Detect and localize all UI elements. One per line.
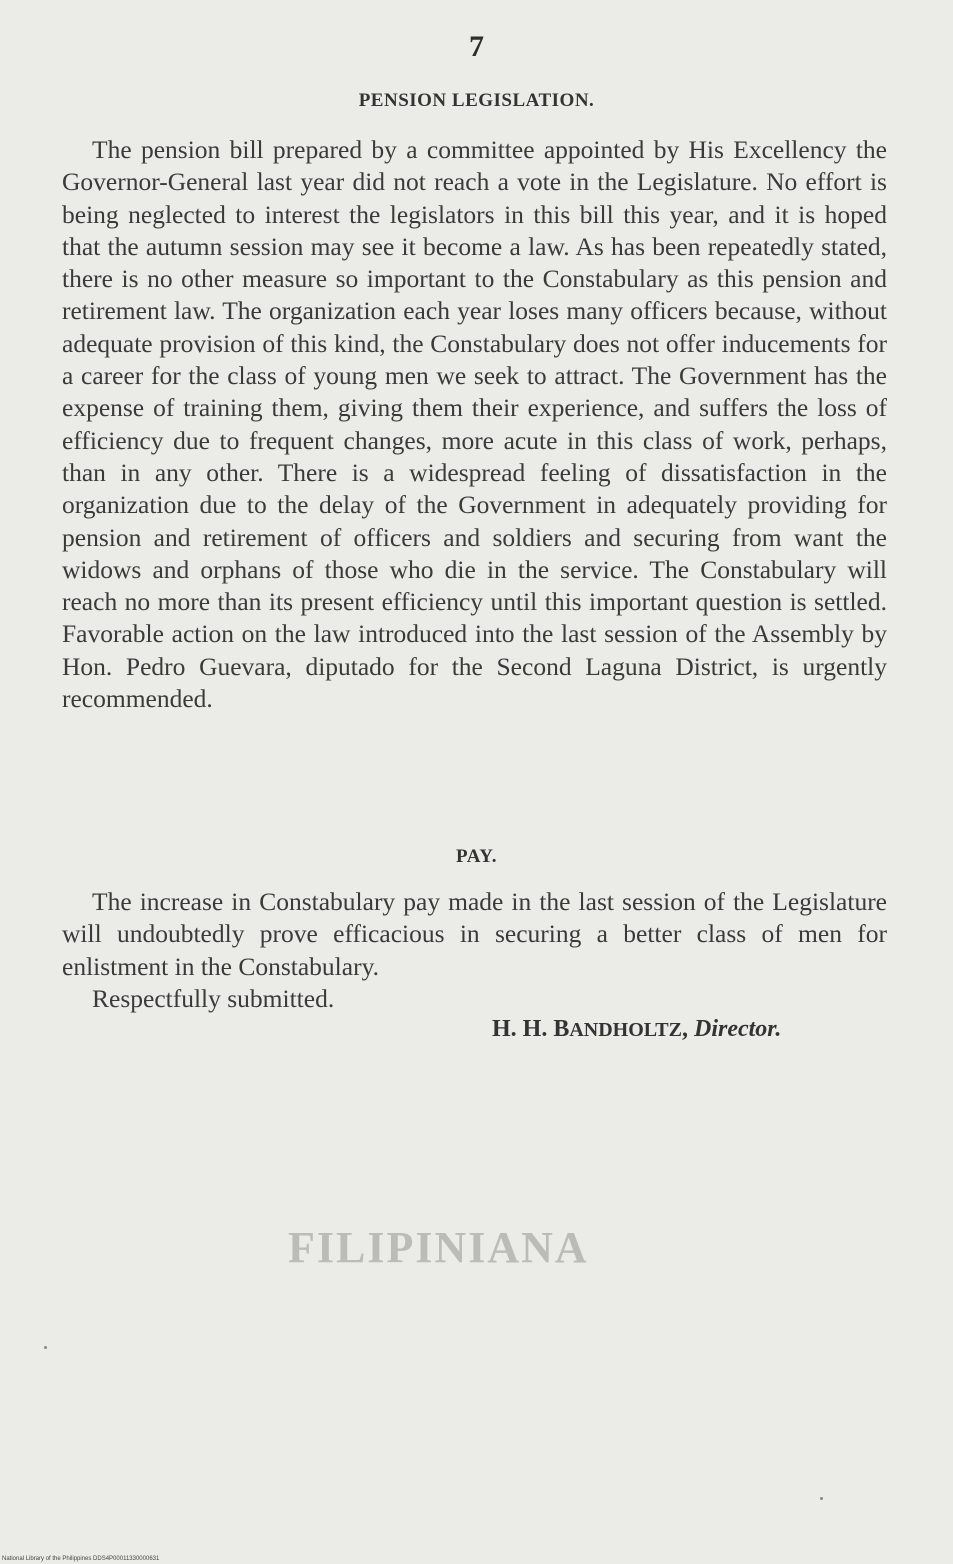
section-heading-pension: PENSION LEGISLATION. [358,90,595,111]
pension-paragraph: The pension bill prepared by a committee appointed by His Excellency the Governor-General last year did not reach a vote in the Legislature. No effort is being neglected to interest the legislators in this bill this year, and it is hoped that the autumn session may see it become a law. As has been repeatedly stated, there is no other measure so important to the Constabulary as this pension and retirement law. The organization each year loses many officers because, without adequate provision of this kind, the Constabulary does not offer inducements for a career for the class of young men we seek to attract. The Government has the expense of training them, giving them their experience, and suffers the loss of efficiency due to frequent changes, more acute in this class of work, perhaps, than in any other. There is a widespread feeling of dissatisfaction in the organization due to the delay of the Government in adequately providing for pension and retirement of officers and soldiers and securing from want the widows and orphans of those who die in the service. The Constabulary will reach no more than its present efficiency until this important question is settled. Favorable action on the law introduced into the last session of the Assembly by Hon. Pedro Guevara, diputado for the Second Laguna District, is urgently recommended. [62,135,887,714]
signature: H. H. BANDHOLTZ, Director. [492,1016,782,1042]
paper-speck [44,1346,47,1349]
signature-name-rest: ANDHOLTZ [569,1019,682,1041]
page-number: 7 [469,30,484,63]
signature-name-prefix: H. H. B [492,1016,570,1042]
section-heading-pay: PAY. [456,846,497,867]
paper-speck [820,1497,823,1500]
footer-credit: National Library of the Philippines DDS4P00011330000631 [2,1556,160,1562]
library-stamp: FILIPINIANA [288,1223,589,1272]
pay-paragraph: The increase in Constabulary pay made in the last session of the Legislature will undoubtedly prove efficacious in securing a better class of men for enlistment in the Constabulary. [62,887,887,981]
signature-title: Director. [693,1016,782,1042]
closing-line: Respectfully submitted. [92,984,335,1013]
